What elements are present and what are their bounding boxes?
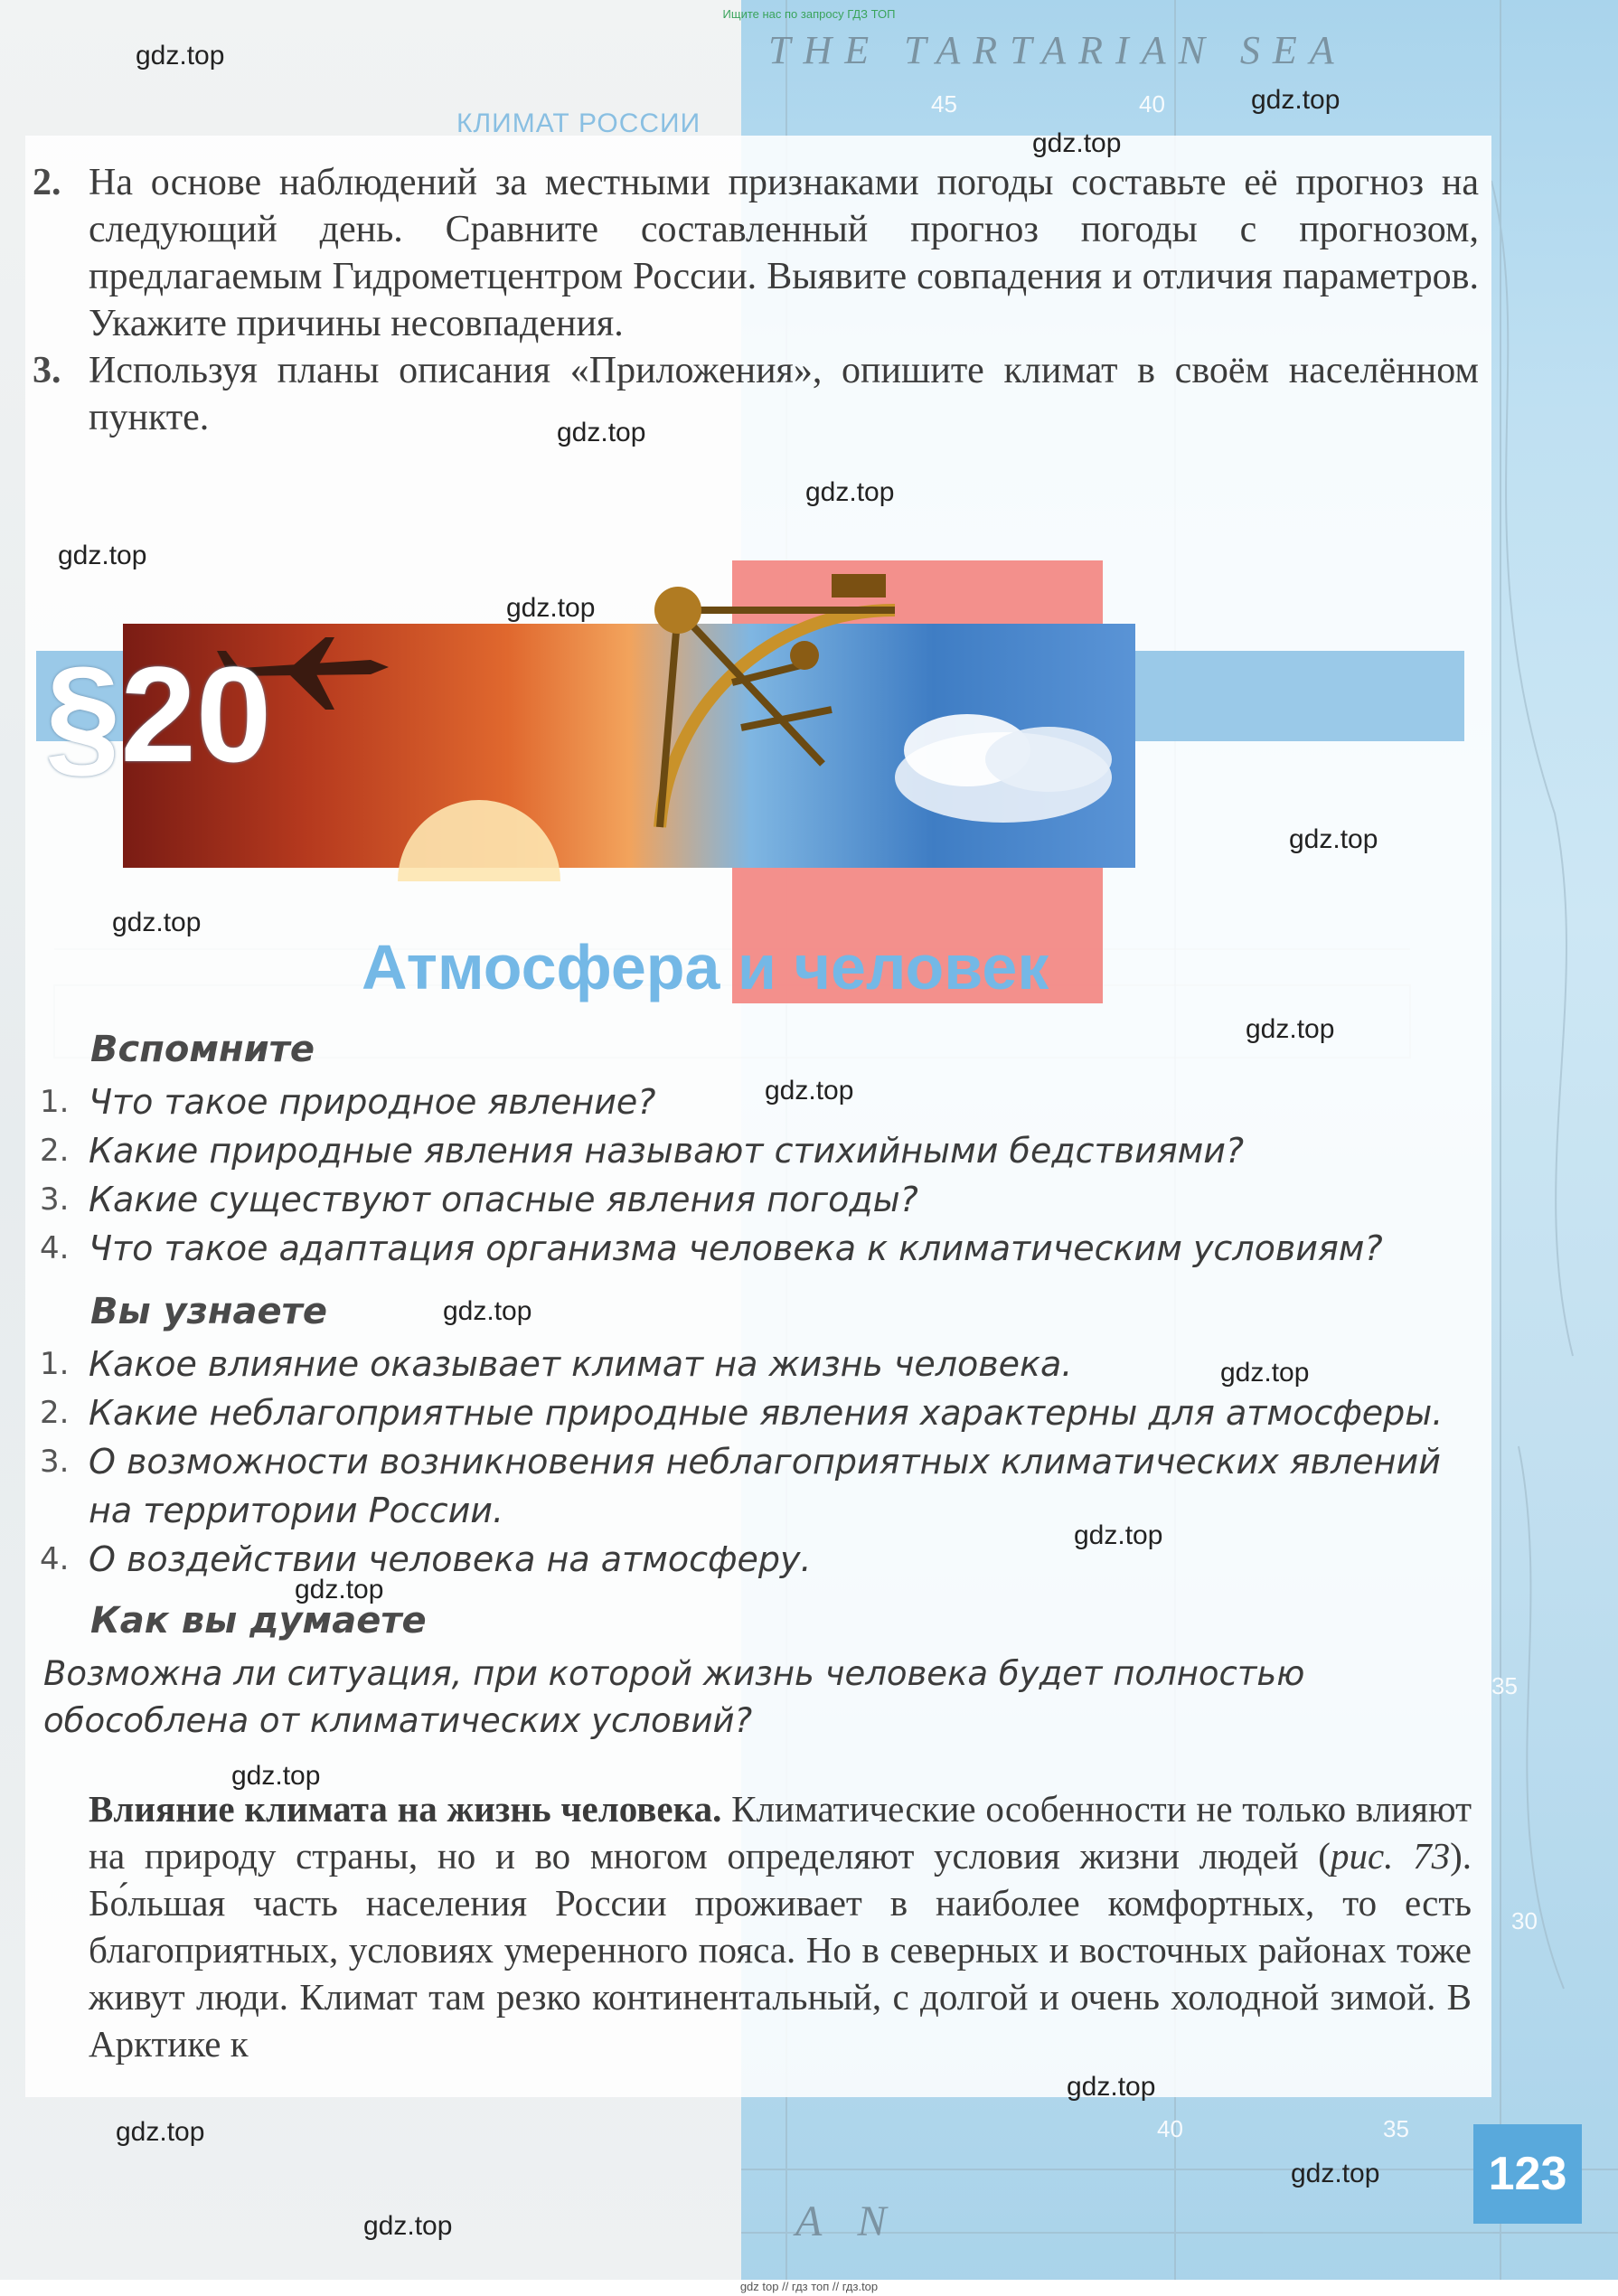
watermark: gdz.top — [557, 418, 646, 447]
map-edge-number: 45 — [931, 90, 957, 118]
remember-heading: Вспомните — [90, 1029, 315, 1070]
watermark: gdz.top — [805, 477, 895, 507]
map-bottom-letters: A N — [795, 2197, 899, 2245]
watermark: gdz.top — [112, 908, 202, 937]
list-item — [40, 1388, 1468, 1437]
paragraph-text-continued: ). Бо́льшая часть населения России проживает в наиболее комфортных, то есть благоприятных, условиях умеренного пояса. Но в северных и восточных районах тоже живут люди. Климат там резко континентальный, с долгой и очень холодной зимой. В Арктике к — [89, 1835, 1472, 2065]
think-question: Возможна ли ситуация, при которой жизнь человека будет полностью обособлена от климатических условий? — [43, 1654, 1305, 1740]
paragraph-text: Климатические особенности не только влияют на природу страны, но и во многом определяют условия жизни людей ( — [89, 1788, 1472, 1877]
top-banner: Ищите нас по запросу ГДЗ ТОП — [722, 7, 896, 21]
list-item — [40, 1535, 1468, 1584]
item-number: 3. — [40, 1444, 70, 1480]
watermark: gdz.top — [506, 593, 596, 623]
remember-list — [40, 1077, 1468, 1273]
item-text: Какие природные явления называют стихийными бедствиями? — [89, 1131, 1245, 1171]
watermark: gdz.top — [363, 2211, 453, 2241]
item-text: Какие неблагоприятные природные явления характерны для атмосферы. — [89, 1393, 1444, 1433]
list-item — [40, 1224, 1468, 1273]
section-number: §20 — [45, 638, 272, 790]
list-item — [40, 1437, 1468, 1535]
map-edge-number: 40 — [1139, 90, 1165, 118]
watermark: gdz.top — [1067, 2072, 1156, 2102]
section-title: Атмосфера и человек — [362, 932, 1049, 1002]
map-title: THE TARTARIAN SEA — [768, 28, 1347, 72]
task-number: 2. — [33, 162, 61, 203]
item-number: 4. — [40, 1230, 70, 1266]
watermark: gdz.top — [1251, 85, 1340, 115]
watermark: gdz.top — [136, 41, 225, 71]
watermark: gdz.top — [231, 1761, 321, 1791]
watermark: gdz.top — [1291, 2159, 1380, 2188]
paragraph-lead: Влияние климата на жизнь человека. — [89, 1788, 722, 1830]
item-text: О воздействии человека на атмосферу. — [89, 1539, 812, 1579]
map-edge-number: 30 — [1511, 1907, 1538, 1934]
watermark: gdz.top — [295, 1575, 384, 1604]
task-item — [33, 159, 1479, 347]
watermark: gdz.top — [58, 541, 147, 570]
learn-heading: Вы узнаете — [90, 1291, 327, 1332]
watermark: gdz.top — [116, 2117, 205, 2147]
item-number: 2. — [40, 1133, 70, 1169]
clouds-image — [868, 633, 1130, 850]
map-edge-number: 35 — [1491, 1672, 1518, 1699]
watermark: gdz.top — [1220, 1358, 1310, 1388]
task-list — [33, 159, 1479, 441]
map-edge-number: 40 — [1157, 2115, 1183, 2142]
watermark: gdz.top — [1289, 824, 1378, 854]
item-text: Какое влияние оказывает климат на жизнь человека. — [89, 1344, 1073, 1384]
list-item — [40, 1126, 1468, 1175]
item-text: О возможности возникновения неблагоприятных климатических явлений на территории России. — [89, 1442, 1441, 1530]
item-number: 2. — [40, 1395, 70, 1431]
item-text: Что такое адаптация организма человека к климатическим условиям? — [89, 1228, 1383, 1268]
watermark: gdz.top — [1074, 1520, 1163, 1550]
figure-reference: рис. 73 — [1330, 1835, 1451, 1877]
watermark: gdz.top — [765, 1076, 854, 1106]
list-item — [40, 1175, 1468, 1224]
item-number: 4. — [40, 1541, 70, 1577]
footer-watermark: gdz top // гдз топ // гдз.top — [739, 2280, 879, 2293]
task-item — [33, 347, 1479, 441]
body-paragraph — [89, 1785, 1472, 2067]
chapter-label: КЛИМАТ РОССИИ — [456, 108, 701, 138]
watermark: gdz.top — [1246, 1014, 1335, 1044]
map-edge-number: 35 — [1383, 2115, 1409, 2142]
task-number: 3. — [33, 350, 61, 391]
task-text: На основе наблюдений за местными признаками погоды составьте её прогноз на следующий день. Сравните составленный прогноз погоды с прогнозом, предлагаемым Гидрометцентром России. Выявите совпадения и отличия параметров. Укажите причины несовпадения. — [89, 162, 1479, 344]
item-text: Что такое природное явление? — [89, 1082, 656, 1122]
list-item — [40, 1077, 1468, 1126]
task-text: Используя планы описания «Приложения», опишите климат в своём населённом пункте. — [89, 350, 1479, 438]
page-number: 123 — [1473, 2124, 1582, 2224]
watermark: gdz.top — [1032, 128, 1122, 158]
think-heading: Как вы думаете — [90, 1600, 427, 1642]
item-number: 1. — [40, 1084, 70, 1120]
watermark: gdz.top — [443, 1296, 532, 1326]
item-text: Какие существуют опасные явления погоды? — [89, 1180, 918, 1219]
item-number: 1. — [40, 1346, 70, 1382]
item-number: 3. — [40, 1181, 70, 1218]
